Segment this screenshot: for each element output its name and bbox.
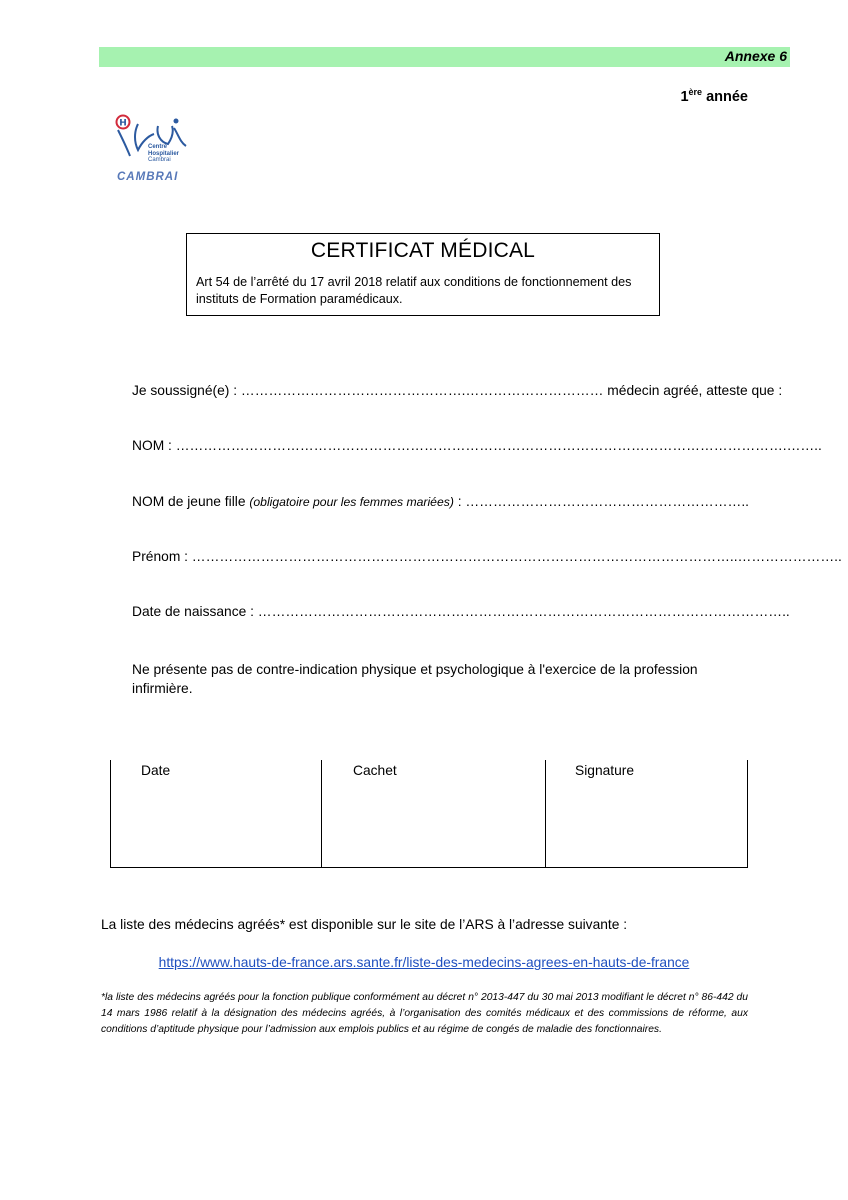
date-cell[interactable]: Date <box>141 763 171 778</box>
medical-statement: Ne présente pas de contre-indication physique et psychologique à l'exercice de la profession infirmière. <box>132 662 698 696</box>
logo-line-3: Cambrai <box>148 157 171 163</box>
certificate-title: CERTIFICAT MÉDICAL <box>310 239 536 262</box>
signature-cell[interactable]: Signature <box>575 763 635 778</box>
field-nom-jeune-fille[interactable] <box>132 494 749 509</box>
column-divider <box>321 760 322 867</box>
certificate-subtitle: Art 54 de l’arrêté du 17 avril 2018 relatif aux conditions de fonctionnement des instituts de Formation paramédicaux. <box>196 275 632 306</box>
field-date-naissance[interactable]: Date de naissance : …………………………………………………………………………………………………….. <box>132 604 790 619</box>
year-superscript: ère <box>688 87 703 97</box>
annex-banner <box>99 47 790 67</box>
svg-text:H: H <box>119 118 127 129</box>
cachet-cell[interactable]: Cachet <box>353 763 397 778</box>
year-word: année <box>702 88 748 105</box>
year-label <box>640 87 748 105</box>
jeune-fille-dots: : …………………………………………………….. <box>453 494 749 509</box>
jeune-fille-label: NOM de jeune fille <box>132 494 250 509</box>
annex-label: Annexe 6 <box>724 48 787 64</box>
year-number: 1 <box>680 88 689 105</box>
ars-info-text: La liste des médecins agréés* est disponible sur le site de l’ARS à l’adresse suivante : <box>101 917 628 932</box>
logo-line-1: Centre <box>148 144 168 150</box>
field-soussigne[interactable]: Je soussigné(e) : ………………………………………….………………………… médecin agréé, atteste que : <box>132 383 783 398</box>
logo-line-2: Hospitalier <box>148 150 180 157</box>
ars-link[interactable]: https://www.hauts-de-france.ars.sante.fr/liste-des-medecins-agrees-en-hauts-de-france <box>158 955 690 970</box>
signature-table <box>110 760 748 868</box>
jeune-fille-hint: (obligatoire pour les femmes mariées) <box>249 495 454 509</box>
footnote: *la liste des médecins agréés pour la fonction publique conformément au décret n° 2013-447 du 30 mai 2013 modifiant le décret n° 86-442 du 14 mars 1986 relatif à la désignation des médecins agréés, à l’organisation des comités médicaux et des commissions de réforme, aux conditions d’aptitude physique pour l’admission aux emplois publics et au régime de congés de maladie des fonctionnaires. <box>101 992 748 1036</box>
certificate-header-box <box>186 233 660 316</box>
logo-caption <box>148 144 208 164</box>
column-divider <box>545 760 546 867</box>
logo-city: CAMBRAI <box>117 171 179 183</box>
field-prenom[interactable]: Prénom : ………………………………………………………………………………………………………..………………….. <box>132 549 842 564</box>
field-nom[interactable]: NOM : …………………………………………………………………………………………………………………….…….. <box>132 438 822 453</box>
